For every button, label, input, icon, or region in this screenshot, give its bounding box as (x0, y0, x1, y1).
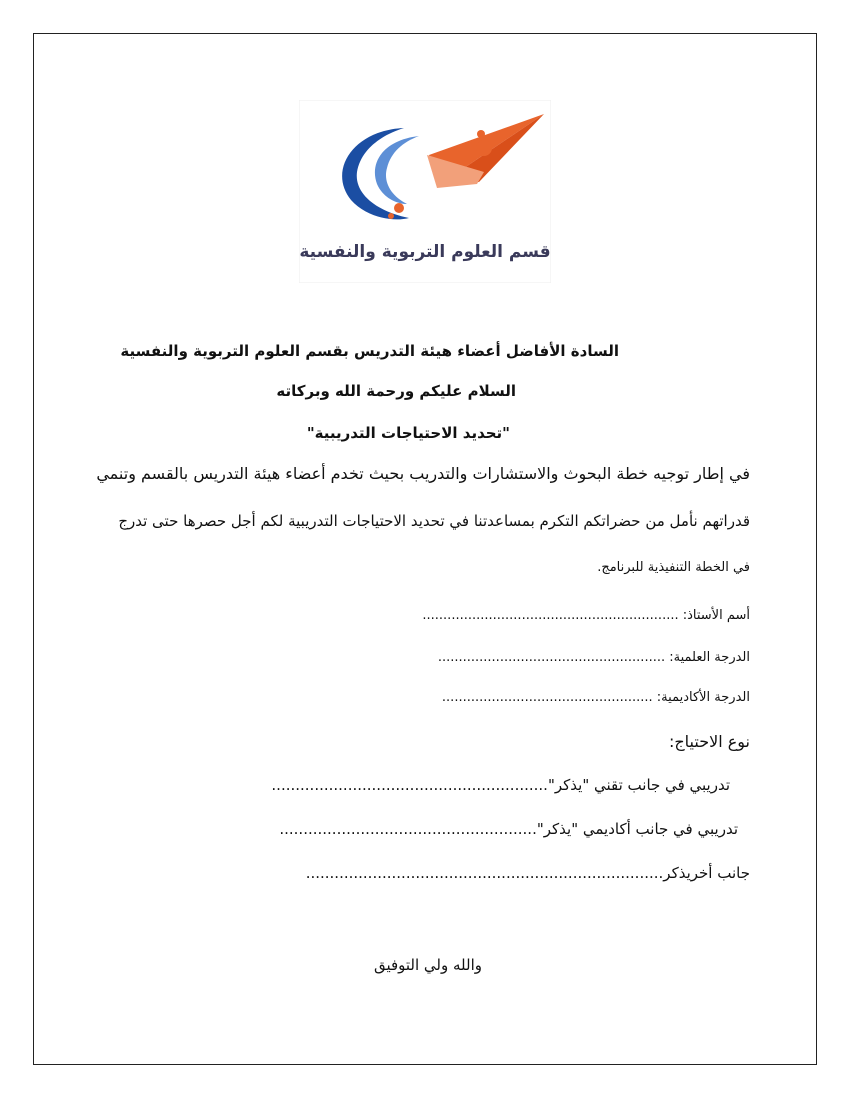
body-line-2: قدراتهم نأمل من حضراتكم التكرم بمساعدتنا في تحديد الاحتياجات التدريبية لكم أجل حصرها حتى تدرج (118, 512, 750, 530)
department-logo (299, 100, 551, 283)
need-type-label: نوع الاحتياج: (668, 732, 750, 751)
logo-caption: قسم العلوم التربوية والنفسية (299, 242, 551, 262)
addressee-heading: السادة الأفاضل أعضاء هيئة التدريس بقسم العلوم التربوية والنفسية (120, 342, 619, 360)
body-line-1: في إطار توجيه خطة البحوث والاستشارات والتدريب بحيث تخدم أعضاء هيئة التدريس بالقسم وتنمي (96, 464, 750, 483)
closing-text: والله ولي التوفيق (373, 956, 482, 974)
technical-need-field[interactable]: تدريبي في جانب تقني "يذكر".......................................................... (271, 776, 730, 794)
academic-degree-field[interactable]: الدرجة العلمية: ....................................................... (437, 650, 750, 665)
teacher-name-field[interactable]: أسم الأستاذ: .............................................................. (422, 608, 750, 623)
academic-need-field[interactable]: تدريبي في جانب أكاديمي "يذكر"...................................................... (279, 820, 738, 838)
academic-rank-field[interactable]: الدرجة الأكاديمية: ................................................... (441, 690, 750, 705)
subject-heading: "تحديد الاحتياجات التدريبية" (306, 424, 510, 442)
body-line-3: في الخطة التنفيذية للبرنامج. (597, 560, 750, 575)
greeting-heading: السلام عليكم ورحمة الله وبركاته (276, 382, 516, 400)
other-need-field[interactable]: جانب أخريذكر........................................................................... (305, 864, 750, 882)
